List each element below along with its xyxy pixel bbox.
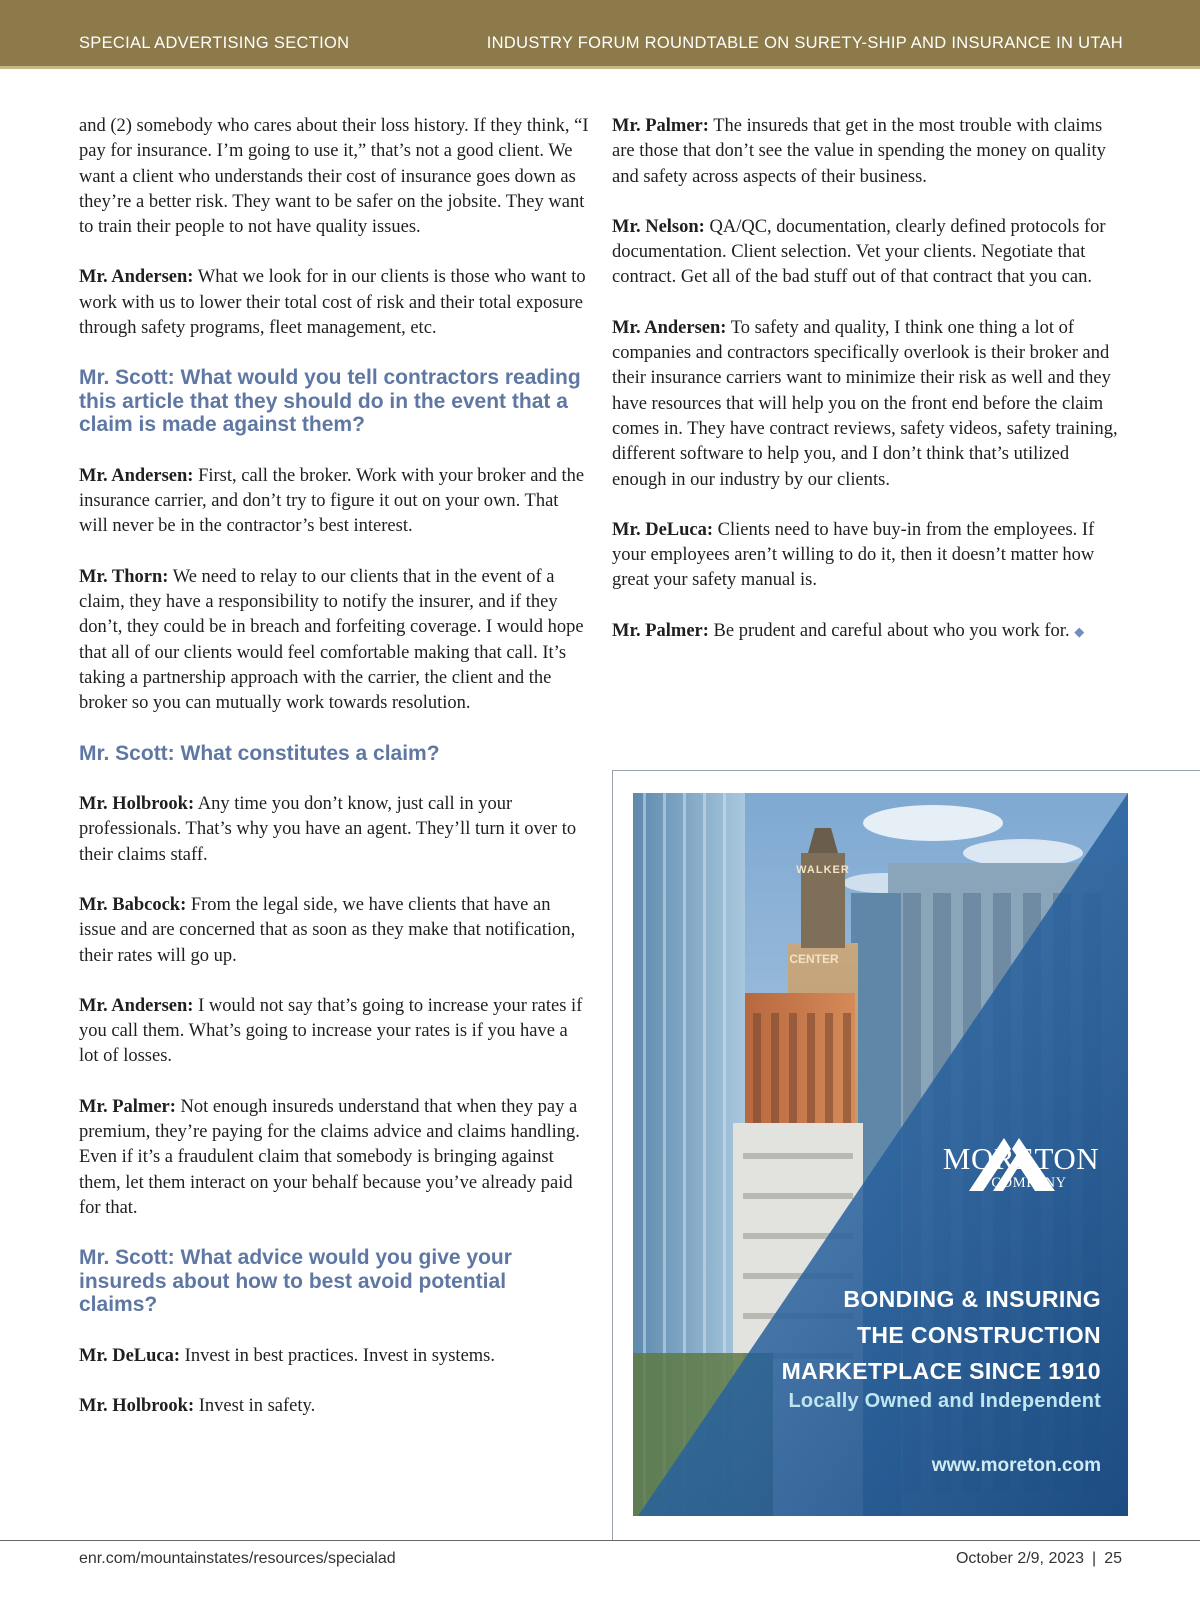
question-heading: Mr. Scott: What constitutes a claim? <box>79 741 440 765</box>
paragraph: Mr. DeLuca: Clients need to have buy-in from the employees. If your employees aren’t willing to do it, then it doesn’t matter how great your safety manual is. <box>612 519 1095 591</box>
footer-url-link[interactable]: enr.com/mountainstates/resources/specialad <box>79 1550 396 1567</box>
footer-page-info <box>956 1550 1122 1568</box>
section-label: SPECIAL ADVERTISING SECTION <box>79 34 350 52</box>
speaker: Mr. Palmer: <box>79 1096 176 1117</box>
speaker: Mr. Andersen: <box>79 267 194 288</box>
left-column <box>79 114 589 1444</box>
paragraph: Mr. Palmer: Not enough insureds understand that when they pay a premium, they’re paying for the claims advice and claims handling. Even if it’s a fraudulent claim that somebody is bringing against them, let them interact on your behalf because you’ve already paid for that. <box>79 1096 580 1218</box>
footer-separator: | <box>1092 1550 1097 1567</box>
forum-title: INDUSTRY FORUM ROUNDTABLE ON SURETY-SHIP AND INSURANCE IN UTAH <box>486 34 1123 52</box>
right-column <box>612 114 1122 669</box>
speaker: Mr. Thorn: <box>79 566 169 587</box>
moreton-logo <box>916 1141 1126 1192</box>
speaker: Mr. Palmer: <box>612 116 709 136</box>
paragraph: and (2) somebody who cares about their loss history. If they think, “I pay for insurance. I’m going to use it,” that’s not a good client. We want a client who understands their cost of insurance goes down as they’re a better risk. They want to be safer on the jobsite. They want to train their people to not have quality issues. <box>79 116 589 238</box>
speaker: Mr. Holbrook: <box>79 794 195 815</box>
speaker: Mr. Andersen: <box>612 317 727 338</box>
speaker: Mr. DeLuca: <box>612 519 714 540</box>
cloud <box>863 805 1003 841</box>
issue-date: October 2/9, 2023 <box>955 1550 1085 1567</box>
header-rule <box>0 66 1200 69</box>
paragraph: Mr. Babcock: From the legal side, we have clients that have an issue and are concerned that as soon as they make that notification, their rates will go up. <box>79 894 576 966</box>
paragraph: Mr. Holbrook: Invest in safety. <box>79 1396 316 1416</box>
building-sign-bottom: CENTER <box>789 952 839 966</box>
ad-tagline: Locally Owned and Independent <box>788 1390 1101 1412</box>
question-heading: Mr. Scott: What would you tell contractors reading this article that they should do in the event that a claim is made against them? <box>79 366 581 437</box>
paragraph: Mr. Andersen: To safety and quality, I think one thing a lot of companies and contractors specifically overlook is their broker and their insurance carriers want to minimize their risk as well and they have resources that will help you on the front end before the claim comes in. They have contract reviews, safety videos, safety training, different software to help you, and I don’t think that’s utilized enough in our industry by our clients. <box>612 317 1118 490</box>
paragraph: Mr. Thorn: We need to relay to our clients that in the event of a claim, they have a responsibility to notify the insurer, and if they don’t, they could be in breach and forfeiting coverage. I would hope that all of our clients would feel comfortable making that call. It’s taking a partnership approach with the carrier, the client and the broker so you can mutually work towards resolution. <box>79 566 584 714</box>
page-number: 25 <box>1104 1550 1122 1567</box>
question-heading: Mr. Scott: What advice would you give your insureds about how to best avoid potential claims? <box>79 1246 512 1317</box>
speaker: Mr. DeLuca: <box>79 1345 181 1366</box>
cloud <box>963 839 1083 867</box>
building-sign-top: WALKER <box>796 864 850 876</box>
paragraph: Mr. DeLuca: Invest in best practices. Invest in systems. <box>79 1345 495 1366</box>
header-bar <box>0 0 1200 66</box>
speaker: Mr. Holbrook: <box>79 1396 195 1416</box>
speaker: Mr. Andersen: <box>79 465 194 486</box>
ad-headline: BONDING & INSURING THE CONSTRUCTION MARKETPLACE SINCE 1910 <box>781 1286 1101 1384</box>
paragraph: Mr. Nelson: QA/QC, documentation, clearly defined protocols for documentation. Client selection. Vet your clients. Negotiate that contract. Get all of the bad stuff out of that contract that you can. <box>612 216 1106 288</box>
ad-url-link[interactable]: www.moreton.com <box>931 1455 1101 1476</box>
footer-rule <box>0 1540 1200 1541</box>
paragraph: Mr. Palmer: Be prudent and careful about who you work for. ◆ <box>612 620 1085 641</box>
speaker: Mr. Andersen: <box>79 995 194 1016</box>
company-sub: & COMPANY <box>975 1175 1067 1191</box>
speaker: Mr. Palmer: <box>612 620 709 641</box>
paragraph: Mr. Holbrook: Any time you don’t know, just call in your professionals. That’s why you have an agent. They’ll turn it over to their claims staff. <box>79 794 577 865</box>
speaker: Mr. Babcock: <box>79 894 187 915</box>
paragraph: Mr. Palmer: The insureds that get in the most trouble with claims are those that don’t see the value in spending the money on quality and safety across aspects of their business. <box>612 116 1106 187</box>
paragraph: Mr. Andersen: What we look for in our clients is those who want to work with us to lower their total cost of risk and their total exposure through safety programs, fleet management, etc. <box>79 267 586 339</box>
moreton-advertisement[interactable] <box>633 793 1128 1516</box>
company-name: MORETON <box>942 1141 1100 1176</box>
end-mark-icon: ◆ <box>1074 623 1085 639</box>
speaker: Mr. Nelson: <box>612 216 705 237</box>
paragraph: Mr. Andersen: I would not say that’s going to increase your rates if you call them. What’s going to increase your rates is if you have a lot of losses. <box>79 995 583 1067</box>
paragraph: Mr. Andersen: First, call the broker. Work with your broker and the insurance carrier, and don’t try to figure it out on your own. That will never be in the contractor’s best interest. <box>79 465 585 537</box>
